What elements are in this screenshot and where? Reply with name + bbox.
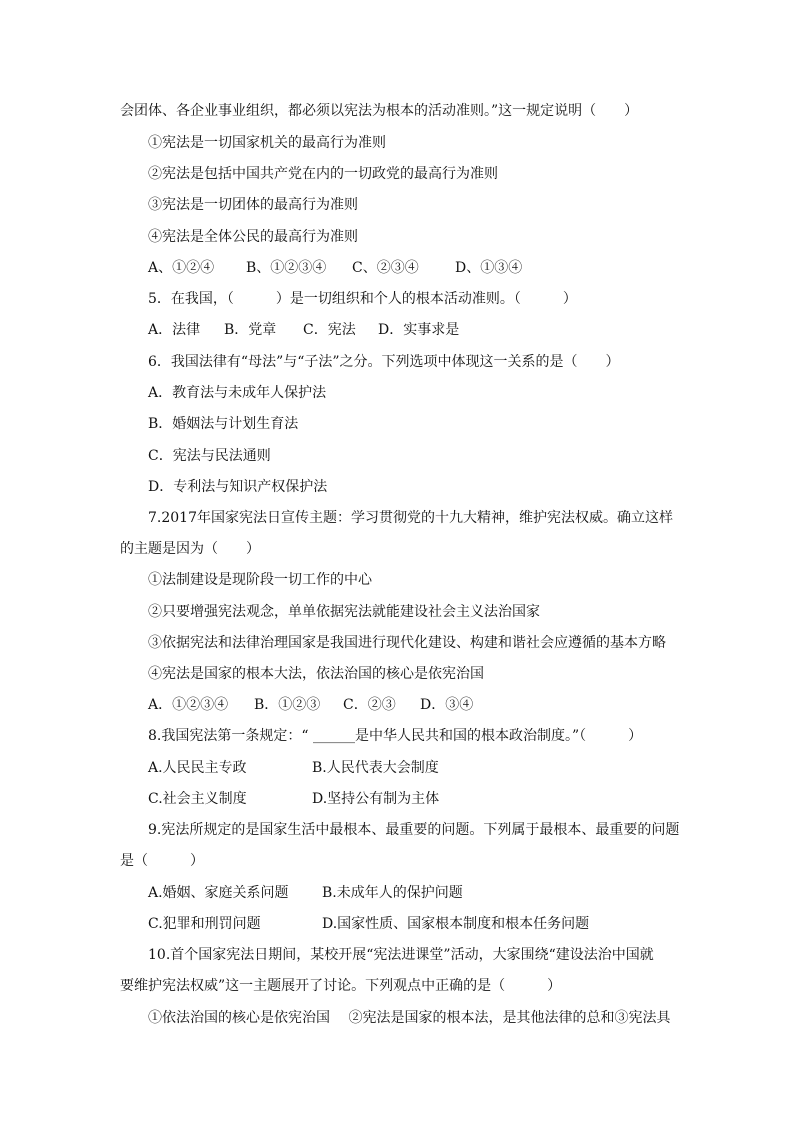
q4-option-c: C、②③④ xyxy=(352,260,419,276)
q7-item-1: ①法制建设是现阶段一切工作的中心 xyxy=(148,572,372,588)
q4-option-b: B、①②③④ xyxy=(246,260,327,276)
q10-items-line: ①依法治国的核心是依宪治国 ②宪法是国家的根本法，是其他法律的总和③宪法具 xyxy=(148,1010,671,1026)
q8-option-a: A.人民民主专政 xyxy=(148,760,247,776)
q7-stem-line-2: 的主题是因为（ ） xyxy=(120,541,260,557)
q7-item-3: ③依据宪法和法律治理国家是我国进行现代化建设、构建和谐社会应遵循的基本方略 xyxy=(148,635,666,651)
q9-option-b: B.未成年人的保护问题 xyxy=(322,885,463,901)
q7-stem-line-1: 7.2017年国家宪法日宣传主题：学习贯彻党的十九大精神，维护宪法权威。确立这样 xyxy=(148,510,673,526)
q8-option-c: C.社会主义制度 xyxy=(148,791,247,807)
q5-option-a: A．法律 xyxy=(148,322,201,338)
q7-option-d: D．③④ xyxy=(420,697,474,713)
q4-stem-tail: 会团体、各企业事业组织，都必须以宪法为根本的活动准则。”这一规定说明（ ） xyxy=(120,103,639,119)
q4-item-3: ③宪法是一切团体的最高行为准则 xyxy=(148,197,358,213)
q6-option-d: D．专利法与知识产权保护法 xyxy=(148,479,328,495)
q4-option-a: A、①②④ xyxy=(148,260,215,276)
q5-option-d: D．实事求是 xyxy=(378,322,460,338)
q8-option-d: D.坚持公有制为主体 xyxy=(312,791,440,807)
q10-stem-line-1: 10.首个国家宪法日期间，某校开展“宪法进课堂”活动，大家围绕“建设法治中国就 xyxy=(148,947,654,963)
q7-option-b: B．①②③ xyxy=(254,697,321,713)
q8-option-b: B.人民代表大会制度 xyxy=(312,760,439,776)
q6-option-b: B．婚姻法与计划生育法 xyxy=(148,416,299,432)
q7-item-4: ④宪法是国家的根本大法，依法治国的核心是依宪治国 xyxy=(148,666,484,682)
q4-option-d: D、①③④ xyxy=(455,260,523,276)
q4-item-4: ④宪法是全体公民的最高行为准则 xyxy=(148,229,358,245)
q5-option-b: B．党章 xyxy=(224,322,277,338)
q4-item-1: ①宪法是一切国家机关的最高行为准则 xyxy=(148,135,386,151)
q10-stem-line-2: 要维护宪法权威”这一主题展开了讨论。下列观点中正确的是（ ） xyxy=(120,978,562,994)
q8-stem: 8.我国宪法第一条规定：“ ______是中华人民共和国的根本政治制度。”（ ） xyxy=(148,728,643,744)
q7-option-c: C．②③ xyxy=(343,697,396,713)
q9-stem-line-1: 9.宪法所规定的是国家生活中最根本、最重要的问题。下列属于最根本、最重要的问题 xyxy=(148,822,680,838)
q6-option-a: A．教育法与未成年人保护法 xyxy=(148,385,327,401)
q7-option-a: A．①②③④ xyxy=(148,697,229,713)
q9-option-c: C.犯罪和刑罚问题 xyxy=(148,916,261,932)
q9-option-d: D.国家性质、国家根本制度和根本任务问题 xyxy=(322,916,590,932)
q6-stem: 6．我国法律有“母法”与“子法”之分。下列选项中体现这一关系的是（ ） xyxy=(148,354,620,370)
q5-option-c: C．宪法 xyxy=(303,322,356,338)
q5-stem: 5．在我国，（ ）是一切组织和个人的根本活动准则。（ ） xyxy=(148,291,577,307)
q9-option-a: A.婚姻、家庭关系问题 xyxy=(148,885,289,901)
q9-stem-line-2: 是（ ） xyxy=(120,853,204,869)
q6-option-c: C．宪法与民法通则 xyxy=(148,448,271,464)
q4-item-2: ②宪法是包括中国共产党在内的一切政党的最高行为准则 xyxy=(148,166,498,182)
q7-item-2: ②只要增强宪法观念，单单依据宪法就能建设社会主义法治国家 xyxy=(148,604,540,620)
